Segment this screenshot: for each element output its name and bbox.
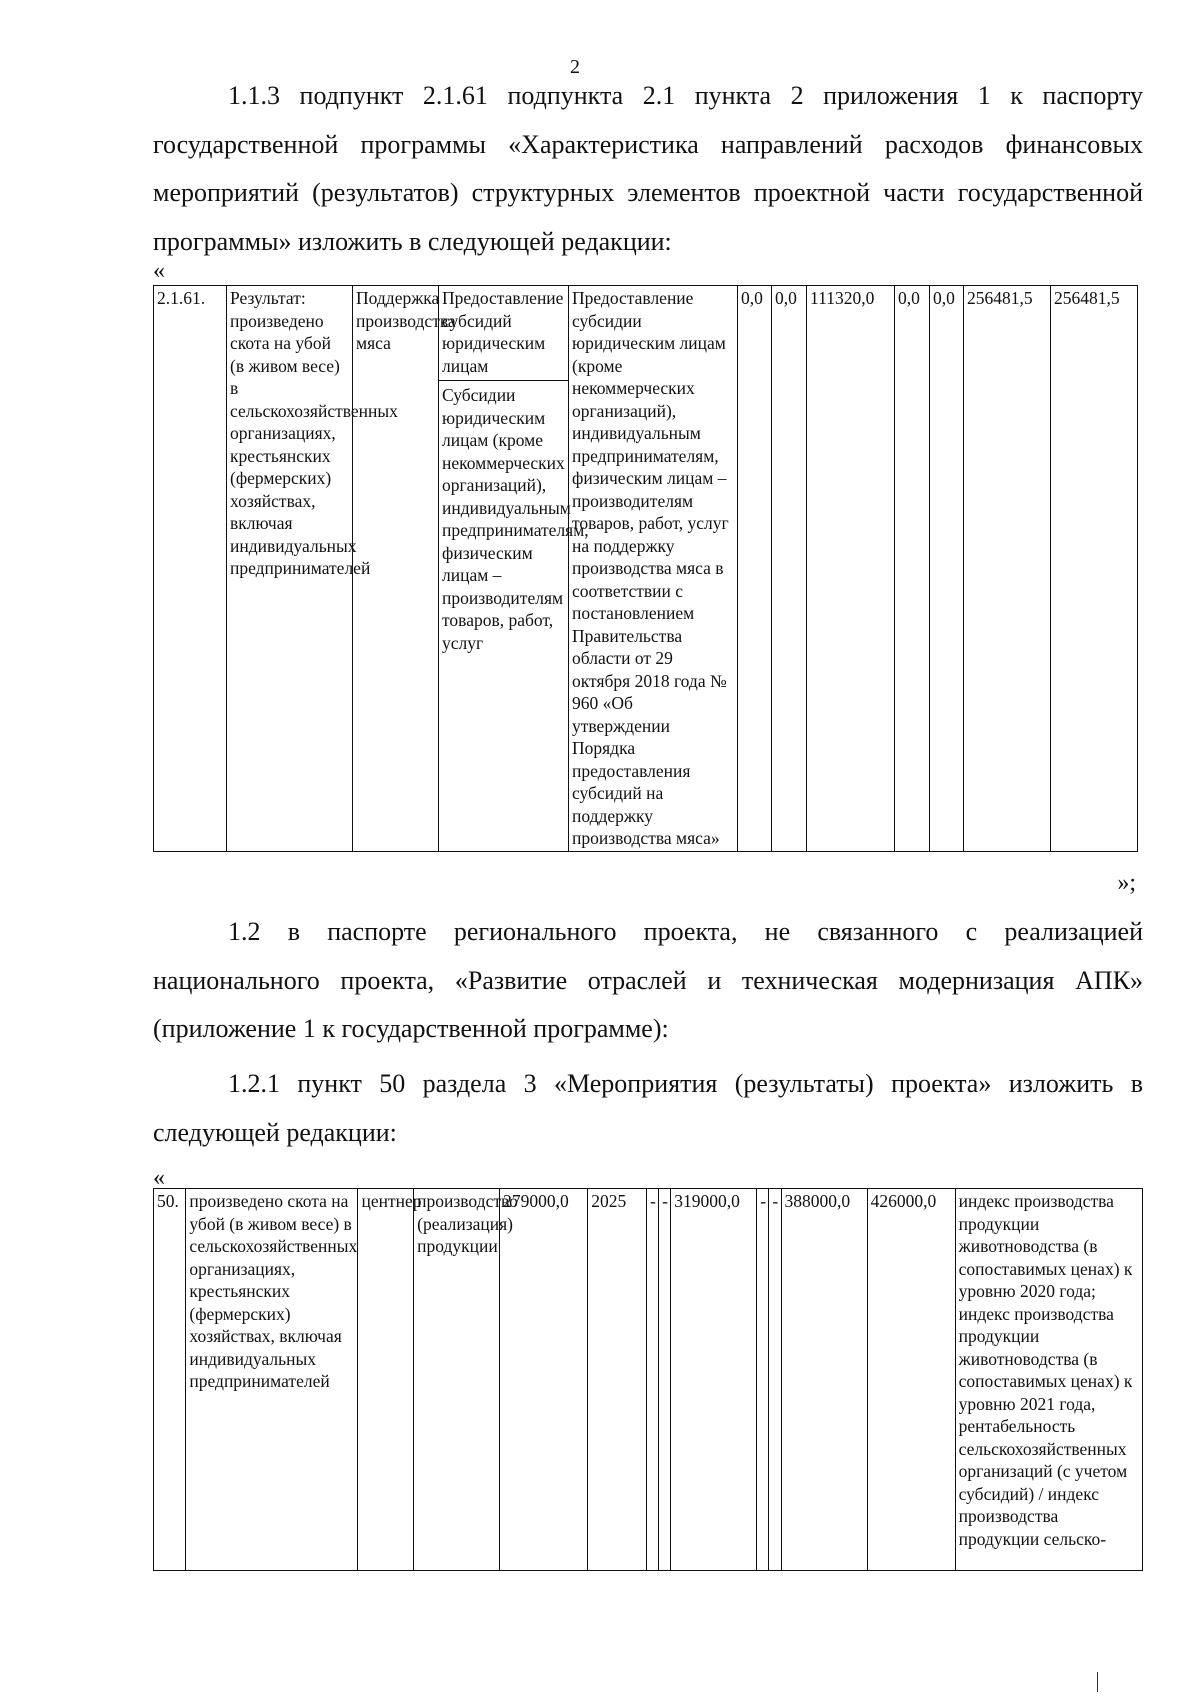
table-2-1-61: [153, 285, 1138, 852]
table-row: [154, 286, 1138, 852]
table-50: [153, 1188, 1143, 1571]
base-year-cell: 2025: [588, 1189, 647, 1571]
quote-open-2: «: [153, 1165, 165, 1191]
page-number: 2: [570, 56, 580, 78]
value-cell: 0,0: [895, 286, 930, 852]
direction-bottom: Субсидии юридическим лицам (кроме некоммерческих организаций), индивидуальным предпринимателям, физическим лицам – производителям товаров, работ, услуг: [442, 385, 589, 653]
result-cell: произведено скота на убой (в живом весе) в сельскохозяйственных организациях, крестьянских (фермерских) хозяйствах, включая индивидуальных предпринимателей: [186, 1189, 358, 1571]
unit-cell: центнер: [358, 1189, 414, 1571]
margin-mark: [1097, 1672, 1098, 1692]
value-cell: -: [659, 1189, 671, 1571]
description-cell: Предоставление субсидии юридическим лицам (кроме некоммерческих организаций), индивидуальным предпринимателям, физическим лицам – производителям товаров, работ, услуг на поддержку производства мяса в соответствии с постановлением Правительства области от 29 октября 2018 года № 960 «Об утверждении Порядка предоставления субсидий на поддержку производства мяса»: [569, 286, 738, 852]
measure-cell: Поддержка производства мяса: [353, 286, 439, 852]
value-cell: -: [769, 1189, 781, 1571]
value-cell: 388000,0: [781, 1189, 867, 1571]
value-cell: 0,0: [738, 286, 772, 852]
section1-paragraph: 1.1.3 подпункт 2.1.61 подпункта 2.1 пункта 2 приложения 1 к паспорту государственной программы «Характеристика направлений расходов финансовых мероприятий (результатов) структурных элементов проектной части государственной программы» изложить в следующей редакции:: [153, 81, 1143, 256]
direction-top: Предоставление субсидий юридическим лицам: [439, 286, 568, 381]
direction-cell: [439, 286, 589, 852]
quote-open-1: «: [153, 258, 165, 284]
section2-paragraph2: 1.2.1 пункт 50 раздела 3 «Мероприятия (результаты) проекта» изложить в следующей редакции:: [153, 1069, 1143, 1147]
base-value-cell: 279000,0: [500, 1189, 588, 1571]
value-cell: 0,0: [772, 286, 807, 852]
section2-paragraph1: 1.2 в паспорте регионального проекта, не связанного с реализацией национального проекта, «Развитие отраслей и техническая модернизация АПК» (приложение 1 к государственной программе):: [153, 917, 1143, 1043]
row-number: 2.1.61.: [154, 286, 227, 852]
value-cell: 319000,0: [671, 1189, 757, 1571]
row-number: 50.: [154, 1189, 186, 1571]
value-cell: 111320,0: [807, 286, 895, 852]
result-cell: Результат: произведено скота на убой (в живом весе) в сельскохозяйственных организациях, крестьянских (фермерских) хозяйствах, включая индивидуальных предпринимателей: [227, 286, 353, 852]
type-cell: производство (реализация) продукции: [414, 1189, 500, 1571]
table-row: [154, 1189, 1143, 1571]
quote-close-1: »;: [1117, 870, 1136, 896]
value-cell: 256481,5: [1051, 286, 1138, 852]
value-cell: -: [757, 1189, 769, 1571]
value-cell: -: [646, 1189, 658, 1571]
value-cell: 426000,0: [867, 1189, 955, 1571]
value-cell: 0,0: [930, 286, 964, 852]
value-cell: 256481,5: [964, 286, 1051, 852]
note-cell: индекс производства продукции животноводства (в сопоставимых ценах) к уровню 2020 года; индекс производства продукции животноводства (в сопоставимых ценах) к уровню 2021 года, рентабельность сельскохозяйственных организаций (с учетом субсидий) / индекс производства продукции сельско-: [955, 1189, 1142, 1571]
